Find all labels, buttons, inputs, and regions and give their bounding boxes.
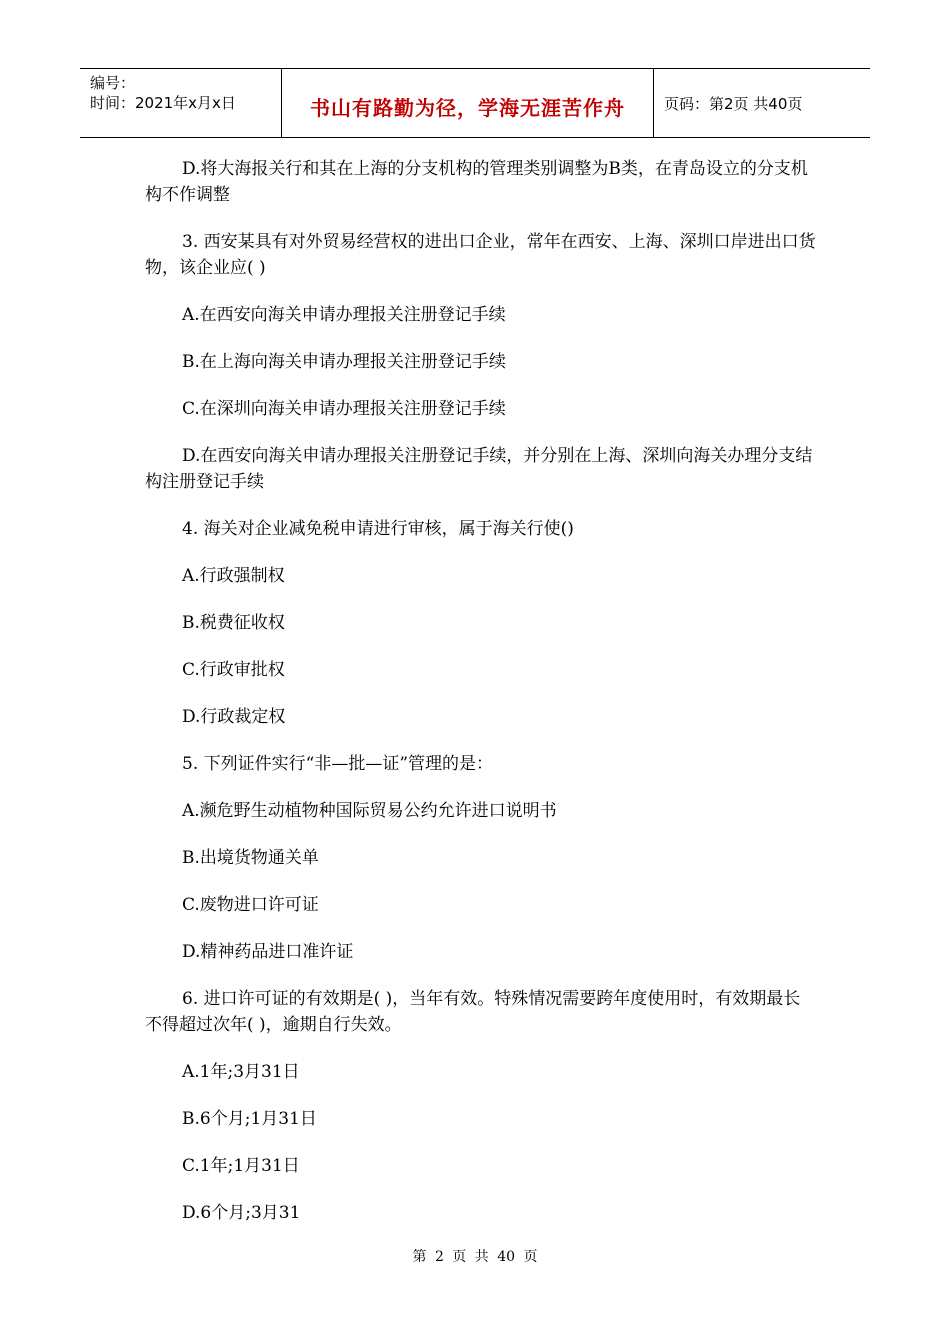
option: C.废物进口许可证 <box>182 895 319 915</box>
header-motto: 书山有路勤为径，学海无涯苦作舟 <box>310 95 625 120</box>
question-5: 5. 下列证件实行“非—批—证”管理的是： <box>182 754 494 774</box>
option: B.出境货物通关单 <box>182 848 319 868</box>
option: B.在上海向海关申请办理报关注册登记手续 <box>182 352 506 372</box>
option: B.6个月;1月31日 <box>182 1109 317 1129</box>
header-page-info: 页码：第2页 共40页 <box>664 94 803 113</box>
option: B.税费征收权 <box>182 613 285 633</box>
option: C.1年;1月31日 <box>182 1156 300 1176</box>
option: A.濒危野生动植物种国际贸易公约允许进口说明书 <box>182 801 557 821</box>
page-header <box>80 68 870 138</box>
option: D.精神药品进口准许证 <box>182 942 354 962</box>
option: C.在深圳向海关申请办理报关注册登记手续 <box>182 399 506 419</box>
option: C.行政审批权 <box>182 660 285 680</box>
question-6: 6. 进口许可证的有效期是( )，当年有效。特殊情况需要跨年度使用时，有效期最长不得超过次年( )，逾期自行失效。 <box>145 989 801 1035</box>
paragraph: D.将大海报关行和其在上海的分支机构的管理类别调整为B类，在青岛设立的分支机构不作调整 <box>145 159 808 205</box>
header-motto-cell <box>282 69 654 137</box>
document-body <box>145 156 817 1247</box>
header-meta <box>80 69 282 137</box>
option: A.行政强制权 <box>182 566 285 586</box>
date-label: 时间：2021年x月x日 <box>90 94 236 112</box>
option: D.6个月;3月31 <box>182 1203 301 1223</box>
question-4: 4. 海关对企业减免税申请进行审核，属于海关行使() <box>182 519 574 539</box>
option: A.1年;3月31日 <box>182 1062 300 1082</box>
question-3: 3. 西安某具有对外贸易经营权的进出口企业，常年在西安、上海、深圳口岸进出口货物，该企业应( ) <box>145 232 816 278</box>
option: A.在西安向海关申请办理报关注册登记手续 <box>182 305 506 325</box>
serial-label: 编号： <box>90 74 136 92</box>
page-footer: 第 2 页 共 40 页 <box>412 1249 538 1265</box>
option: D.行政裁定权 <box>182 707 286 727</box>
option: D.在西安向海关申请办理报关注册登记手续，并分别在上海、深圳向海关办理分支结构注册登记手续 <box>145 446 813 492</box>
